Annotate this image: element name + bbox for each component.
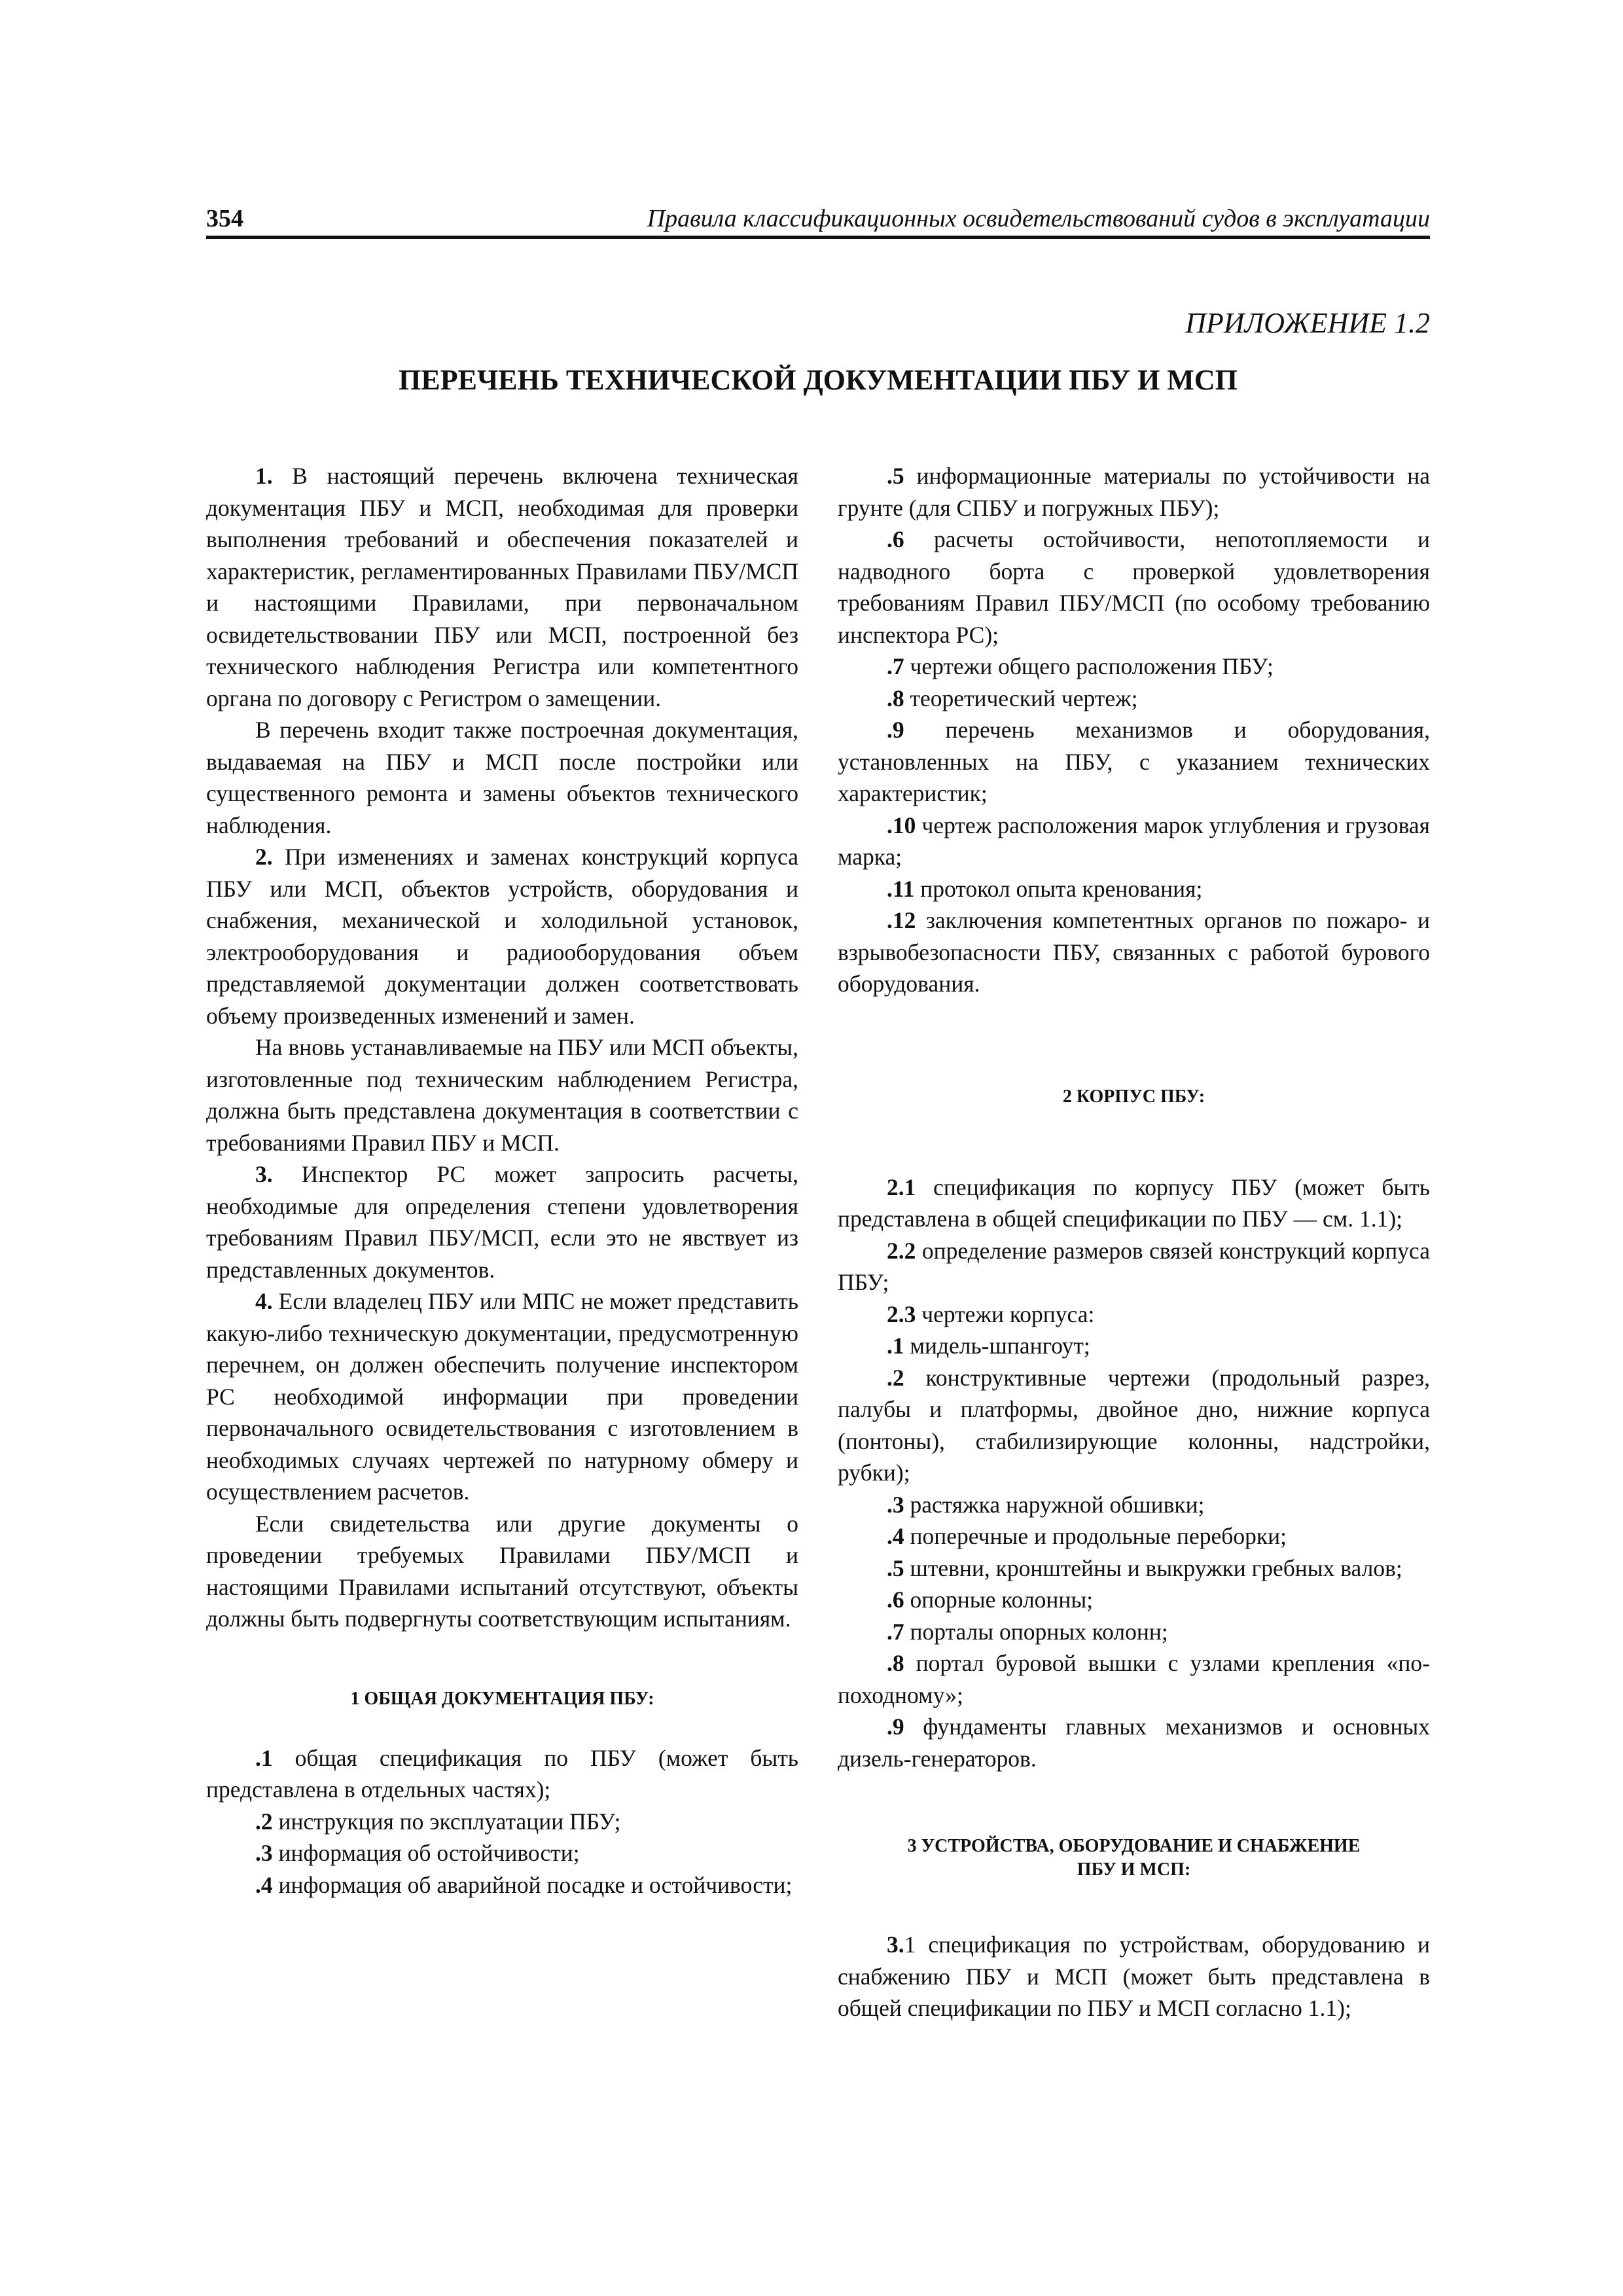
item-number: .4	[887, 1523, 904, 1549]
item-number: .5	[887, 1554, 904, 1581]
paragraph-3	[206, 1158, 798, 1285]
item-number: .3	[887, 1491, 904, 1518]
item-text: поперечные и продольные переборки;	[904, 1523, 1287, 1549]
section-1-heading: 1 ОБЩАЯ ДОКУМЕНТАЦИЯ ПБУ:	[350, 1688, 654, 1709]
item-number: .1	[255, 1744, 273, 1771]
list-item	[206, 1806, 798, 1838]
item-text: мидель-шпангоут;	[904, 1333, 1090, 1359]
list-item	[838, 1172, 1430, 1235]
item-text: чертежи общего расположения ПБУ;	[904, 653, 1274, 679]
list-item	[838, 1489, 1430, 1521]
item-text: растяжка наружной обшивки;	[904, 1491, 1205, 1518]
document-title: ПЕРЕЧЕНЬ ТЕХНИЧЕСКОЙ ДОКУМЕНТАЦИИ ПБУ И МСП	[399, 364, 1238, 396]
item-subnumber: 1	[904, 1931, 916, 1958]
item-text: перечень механизмов и оборудования, установленных на ПБУ, с указанием технических характеристик;	[838, 717, 1430, 806]
paragraph-text: Если владелец ПБУ или МПС не может представить какую-либо техническую документации, предусмотренную перечнем, он должен обеспечить получение инспектором РС необходимой информации при проведении первоначального освидетельствования с изготовлением в необходимых случаях чертежей по натурному обмеру и осуществлением расчетов.	[206, 1288, 798, 1505]
list-item	[838, 1362, 1430, 1489]
item-number: .10	[887, 812, 916, 838]
item-number: .6	[887, 1587, 904, 1613]
item-number: .9	[887, 1713, 904, 1740]
list-item	[206, 1837, 798, 1869]
item-number: 2.1	[887, 1174, 916, 1200]
item-number: .12	[887, 907, 916, 933]
section-3-heading-line-2: ПБУ И МСП:	[1077, 1859, 1191, 1880]
list-item	[838, 905, 1430, 1000]
list-item	[838, 651, 1430, 683]
section-3-heading-line-1: 3 УСТРОЙСТВА, ОБОРУДОВАНИЕ И СНАБЖЕНИЕ	[907, 1836, 1361, 1856]
paragraph-text: Инспектор РС может запросить расчеты, необходимые для определения степени удовлетворения требованиям Правил ПБУ/МСП, если это не явствует из представленных документов.	[206, 1161, 798, 1283]
list-item	[838, 1929, 1430, 2024]
page-header	[206, 199, 1430, 239]
list-item	[838, 524, 1430, 651]
left-column	[206, 460, 798, 1901]
list-item	[838, 1520, 1430, 1552]
item-text: спецификация по корпусу ПБУ (может быть представлена в общей спецификации по ПБУ — см. 1.1);	[838, 1174, 1430, 1232]
section-3-heading	[838, 1835, 1430, 1882]
running-title: Правила классификационных освидетельствований судов в эксплуатации	[647, 205, 1430, 232]
list-item	[838, 1647, 1430, 1711]
item-text: общая спецификация по ПБУ (может быть представлена в отдельных частях);	[206, 1744, 798, 1803]
list-item	[838, 1330, 1430, 1362]
paragraph-4b: Если свидетельства или другие документы о проведении требуемых Правилами ПБУ/МСП и настоящими Правилами испытаний отсутствуют, объекты должны быть подвергнуты соответствующим испытаниям.	[206, 1510, 798, 1632]
item-number: .2	[255, 1808, 273, 1835]
list-item	[838, 1299, 1430, 1331]
item-text: информационные материалы по устойчивости на грунте (для СПБУ и погружных ПБУ);	[838, 463, 1430, 521]
item-number: .9	[887, 717, 904, 743]
right-column	[838, 460, 1430, 2024]
item-text: инструкция по эксплуатации ПБУ;	[272, 1808, 621, 1835]
item-number: .8	[887, 685, 904, 711]
item-text: фундаменты главных механизмов и основных дизель-генераторов.	[838, 1713, 1430, 1772]
item-text: определение размеров связей конструкций корпуса ПБУ;	[838, 1237, 1430, 1295]
item-text: штевни, кронштейны и выкружки гребных валов;	[904, 1554, 1402, 1581]
paragraph-number: 1.	[255, 463, 273, 489]
item-text: теоретический чертеж;	[904, 685, 1138, 711]
item-number: .2	[887, 1364, 904, 1391]
paragraph-2	[206, 841, 798, 1031]
item-text: протокол опыта кренования;	[914, 875, 1203, 902]
paragraph-number: 2.	[255, 844, 273, 870]
item-number: .7	[887, 1618, 904, 1645]
list-item	[838, 1552, 1430, 1585]
list-item	[206, 1742, 798, 1806]
paragraph-1b: В перечень входит также построечная документация, выдаваемая на ПБУ и МСП после постройки или существенного ремонта и замены объектов технического наблюдения.	[206, 717, 798, 838]
page-number: 354	[206, 205, 243, 232]
paragraph-number: 4.	[255, 1288, 273, 1314]
paragraph-number: 3.	[255, 1161, 273, 1187]
item-number: .1	[887, 1333, 904, 1359]
list-item	[838, 810, 1430, 873]
item-number: 3.	[887, 1931, 904, 1958]
list-item	[838, 873, 1430, 905]
list-item	[838, 1584, 1430, 1616]
item-text: информация об остойчивости;	[272, 1840, 580, 1866]
item-number: .6	[887, 526, 904, 552]
appendix-label: ПРИЛОЖЕНИЕ 1.2	[1185, 307, 1430, 339]
item-text: информация об аварийной посадке и остойчивости;	[272, 1871, 793, 1898]
item-number: .5	[887, 463, 904, 489]
item-text: опорные колонны;	[904, 1587, 1094, 1613]
list-item	[838, 1235, 1430, 1299]
paragraph-2b: На вновь устанавливаемые на ПБУ или МСП объекты, изготовленные под техническим наблюдением Регистра, должна быть представлена документация в соответствии с требованиями Правил ПБУ и МСП.	[206, 1034, 798, 1156]
paragraph-4	[206, 1285, 798, 1508]
item-text: расчеты остойчивости, непотопляемости и надводного борта с проверкой удовлетворения требованиям Правил ПБУ/МСП (по особому требованию инспектора РС);	[838, 526, 1430, 648]
item-text: конструктивные чертежи (продольный разрез, палубы и платформы, двойное дно, нижние корпуса (понтоны), стабилизирующие колонны, надстройки, рубки);	[838, 1364, 1430, 1486]
list-item	[838, 714, 1430, 810]
item-number: .8	[887, 1650, 904, 1676]
item-text: чертежи корпуса:	[916, 1300, 1095, 1327]
item-number: .3	[255, 1840, 273, 1866]
item-text: спецификация по устройствам, оборудованию и снабжению ПБУ и МСП (может быть представлена в общей спецификации по ПБУ и МСП согласно 1.1);	[838, 1931, 1430, 2021]
paragraph-1	[206, 460, 798, 714]
item-text: чертеж расположения марок углубления и грузовая марка;	[838, 812, 1430, 870]
item-number: .4	[255, 1871, 273, 1898]
paragraph-text: При изменениях и заменах конструкций корпуса ПБУ или МСП, объектов устройств, оборудования и снабжения, механической и холодильной установок, электрооборудования и радиооборудования объем представляемой документации должен соответствовать объему произведенных изменений и замен.	[206, 844, 798, 1029]
item-text: портал буровой вышки с узлами крепления «по-походному»;	[838, 1650, 1430, 1708]
item-number: 2.2	[887, 1237, 916, 1264]
item-text: заключения компетентных органов по пожаро- и взрывобезопасности ПБУ, связанных с работой бурового оборудования.	[838, 907, 1430, 997]
item-number: .7	[887, 653, 904, 679]
list-item	[838, 683, 1430, 715]
section-2-heading: 2 КОРПУС ПБУ:	[1062, 1086, 1205, 1107]
item-number: 2.3	[887, 1300, 916, 1327]
list-item	[838, 1711, 1430, 1774]
paragraph-text: В настоящий перечень включена техническая документация ПБУ и МСП, необходимая для проверки выполнения требований и обеспечения показателей и характеристик, регламентированных Правилами ПБУ/МСП и настоящими Правилами, при первоначальном освидетельствовании ПБУ или МСП, построенной без технического наблюдения Регистра или компетентного органа по договору с Регистром о замещении.	[206, 463, 798, 711]
list-item	[206, 1869, 798, 1901]
list-item	[838, 460, 1430, 524]
list-item	[838, 1616, 1430, 1648]
item-text: порталы опорных колонн;	[904, 1618, 1168, 1645]
item-number: .11	[887, 875, 915, 902]
